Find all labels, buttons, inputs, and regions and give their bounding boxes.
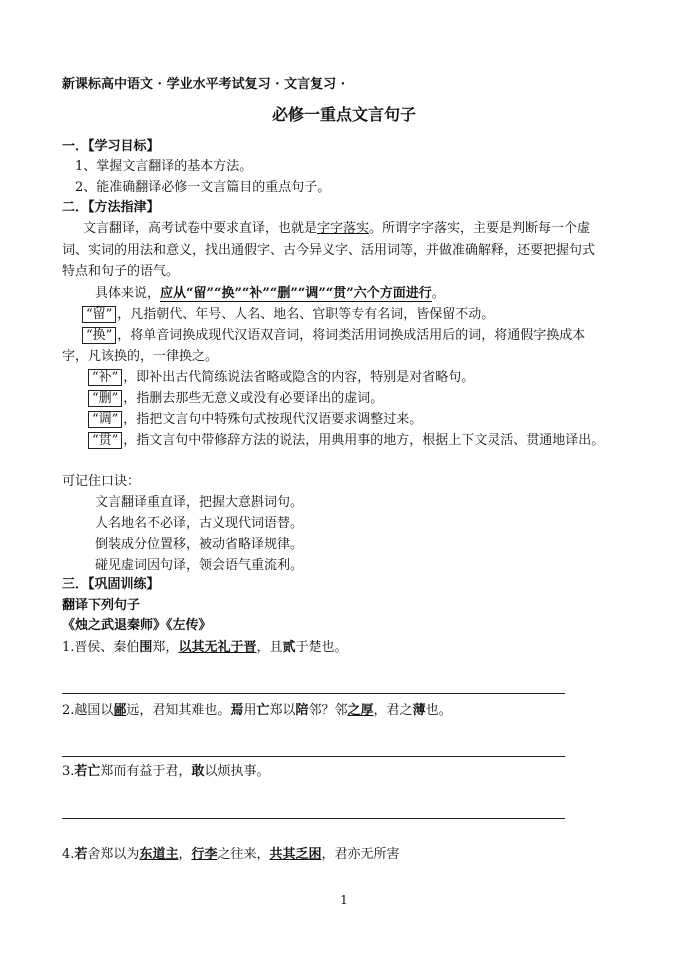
method-liu: “留” ，凡指朝代、年号、人名、地名、官职等专有名词，皆保留不动。 [82,306,494,324]
goal-item: 2、能准确翻译必修一文言篇目的重点句子。 [75,180,331,195]
goal-item: 1、掌握文言翻译的基本方法。 [75,159,253,174]
section-2-heading: 二．【方法指津】 [62,200,160,215]
page-number: 1 [340,893,348,907]
method-paragraph-line: 文言翻译，高考试卷中要求直译，也就是字字落实。所谓字字落实，主要是判断每一个虚 [83,221,591,236]
method-tiao: “调” ，指把文言句中特殊句式按现代汉语要求调整过来。 [88,411,422,429]
exercise-source: 《烛之武退秦师》《左传》 [62,618,212,633]
question-1: 1.晋侯、秦伯围郑，以其无礼于晋，且贰于楚也。 [62,640,348,655]
mnemonic-line: 倒装成分位置移，被动省略译规律。 [95,537,304,552]
method-huan: “换” ，将单音词换成现代汉语双音词，将词类活用词换成活用后的词，将通假字换成本 [82,327,585,345]
method-summary-line: 具体来说，应从“留”“换”“补”“删”“调”“贯”六个方面进行。 [95,286,445,301]
six-methods-phrase: 应从“留”“换”“补”“删”“调”“贯”六个方面进行 [160,286,432,301]
answer-line [62,693,565,694]
mnemonic-line: 碰见虚词因句译，领会语气重流利。 [95,558,304,573]
section-1-heading: 一．【学习目标】 [62,139,160,154]
section-3-heading: 三．【巩固训练】 [62,577,160,592]
document-header: 新课标高中语文 · 学业水平考试复习 · 文言复习 · [62,77,346,92]
method-keyword-box: “删” [88,390,122,407]
method-keyword-box: “调” [88,411,122,428]
exercise-instruction: 翻译下列句子 [62,598,141,613]
underlined-phrase: 字字落实 [317,221,370,236]
answer-line [62,818,565,819]
answer-line [62,756,565,757]
question-3: 3.若亡郑而有益于君，敢以烦执事。 [62,764,270,779]
method-shan: “删” ，指删去那些无意义或没有必要译出的虚词。 [88,390,383,408]
method-huan-continued: 字，凡该换的，一律换之。 [62,349,219,364]
method-keyword-box: “留” [82,306,116,323]
method-paragraph-line: 词、实词的用法和意义，找出通假字、古今异义字、活用词等，并做准确解释，还要把握句式 [62,243,596,258]
method-bu: “补” ，即补出古代简练说法省略或隐含的内容，特别是对省略句。 [88,369,474,387]
method-keyword-box: “补” [88,369,122,386]
mnemonic-intro: 可记住口诀： [62,474,141,489]
method-keyword-box: “贯” [88,432,122,449]
method-guan: “贯” ，指文言句中带修辞方法的说法，用典用事的地方，根据上下文灵活、贯通地译出。 [88,432,604,450]
page-title: 必修一重点文言句子 [271,105,416,124]
method-paragraph-line: 特点和句子的语气。 [62,264,180,279]
method-keyword-box: “换” [82,327,116,344]
question-2: 2.越国以鄙远，君知其难也。焉用亡郑以陪邻？邻之厚，君之薄也。 [62,703,452,718]
key-phrase: 以其无礼于晋 [178,640,257,655]
mnemonic-line: 文言翻译重直译，把握大意斟词句。 [95,495,304,510]
question-4: 4.若舍郑以为东道主，行李之往来，共其乏困，君亦无所害 [62,847,400,862]
mnemonic-line: 人名地名不必译，古义现代词语替。 [95,516,304,531]
